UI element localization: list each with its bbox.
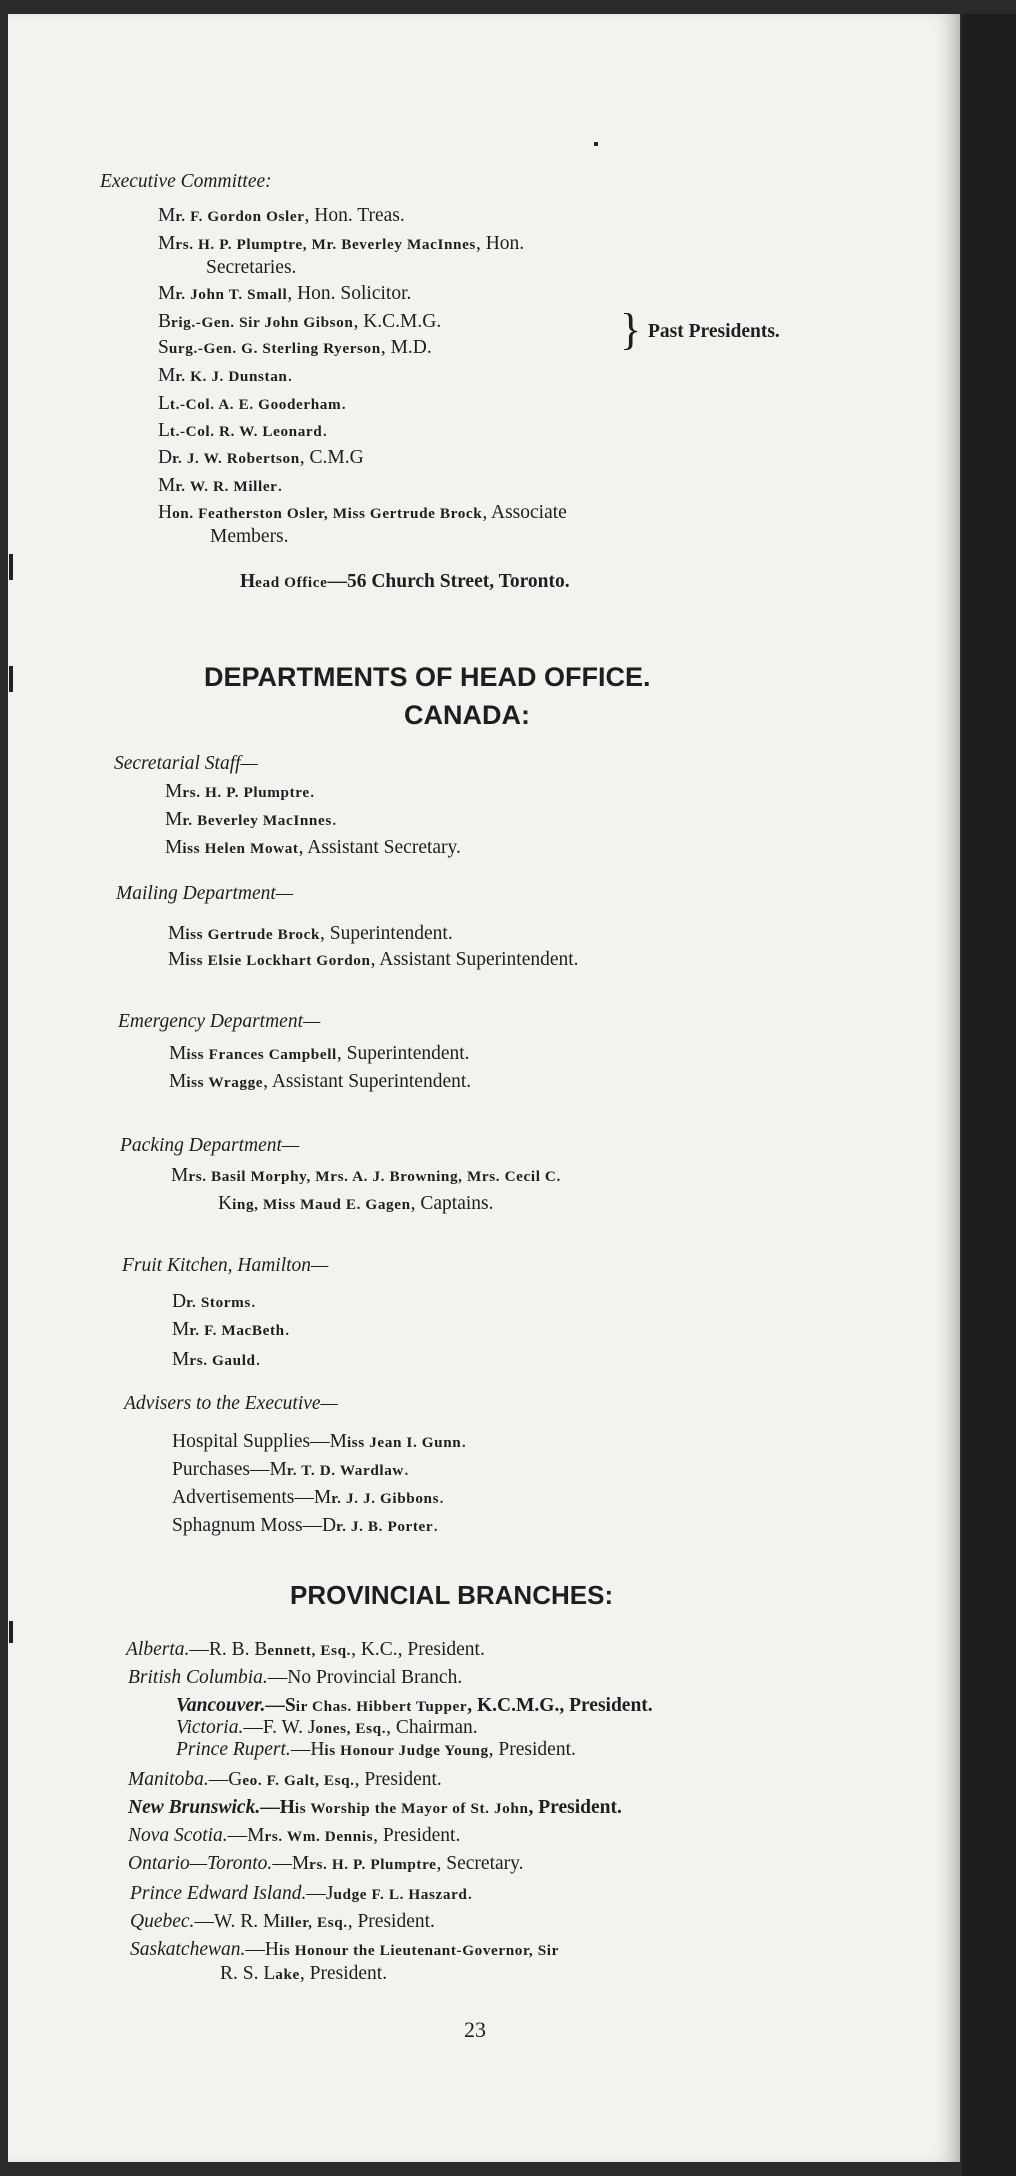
text-post: . [433, 1515, 439, 1536]
text-sc: t.-Col. R. W. Leonard [169, 423, 323, 440]
text-pre: L [158, 393, 170, 414]
region-name: Quebec. [130, 1911, 195, 1932]
provincial-branch-line [128, 1824, 460, 1849]
department-title: Emergency Department— [118, 1011, 321, 1032]
region-name: New Brunswick. [128, 1797, 261, 1818]
executive-member-line [158, 419, 327, 444]
text-sc: r. Beverley MacInnes [182, 812, 332, 829]
text-pre: H [158, 502, 173, 523]
text-sc: ennett, Esq. [267, 1642, 352, 1659]
text-post: . [255, 1349, 261, 1370]
text-sc: ir Chas. Hibbert Tupper [295, 1698, 468, 1715]
executive-member-line [158, 336, 432, 361]
provincial-branch-line [130, 1938, 559, 1963]
text-sc: udge F. L. Haszard [333, 1886, 468, 1903]
text-pre: Hospital Supplies—M [172, 1431, 347, 1452]
text-sc: r. K. J. Dunstan [175, 368, 288, 385]
text-post: , K.C., President. [351, 1639, 485, 1660]
page-number: 23 [464, 2017, 486, 2042]
text-pre: M [165, 837, 183, 858]
text-pre: —M [227, 1825, 265, 1846]
text-sc: ing, Miss Maud E. Gagen [232, 1196, 411, 1213]
text-sc: iss Elsie Lockhart Gordon [185, 952, 371, 969]
text-post: , Secretary. [436, 1853, 524, 1874]
executive-member-line [158, 446, 364, 471]
text-post: , President. [299, 1963, 388, 1984]
text-pre: B [158, 311, 172, 332]
text-sc: ones, Esq. [315, 1720, 387, 1737]
text-pre: D [172, 1291, 187, 1312]
text-post: . [439, 1487, 445, 1508]
department-member-line [172, 1348, 260, 1373]
text-pre: M [165, 781, 183, 802]
text-pre: —R. B. B [189, 1639, 268, 1660]
text-post: . [250, 1291, 256, 1312]
text-post: , Assistant Superintendent. [370, 949, 579, 970]
department-title: Fruit Kitchen, Hamilton— [122, 1255, 329, 1276]
text-post: . [322, 420, 328, 441]
provincial-branch-line [128, 1666, 462, 1690]
text-pre: —F. W. J [243, 1717, 316, 1738]
department-member-line [169, 1042, 470, 1067]
text-pre: —J [306, 1883, 334, 1904]
text-pre: Purchases—M [172, 1459, 287, 1480]
text-pre: Sphagnum Moss—D [172, 1515, 337, 1536]
provincial-branches-heading: PROVINCIAL BRANCHES: [290, 1580, 614, 1610]
executive-member-line [158, 501, 567, 526]
text-sc: eo. F. Galt, Esq. [242, 1772, 355, 1789]
text-post: , President. [347, 1911, 435, 1932]
text-sc: r. W. R. Miller [175, 478, 278, 495]
executive-member-line [158, 392, 346, 417]
text-post: . [461, 1431, 467, 1452]
text-pre: S [158, 337, 169, 358]
text-sc: t.-Col. A. E. Gooderham [169, 396, 342, 413]
text-sc: is Worship the Mayor of St. John [294, 1800, 529, 1817]
text-post: , Chairman. [386, 1717, 478, 1738]
text-post: , K.C.M.G. [353, 311, 442, 332]
text-post: . [331, 809, 337, 830]
executive-member-line [158, 282, 411, 307]
text-pre: Advertisements—M [172, 1487, 332, 1508]
text-sc: rs. H. P. Plumptre, Mr. Beverley MacInnes [175, 236, 476, 253]
text-pre: K [218, 1193, 233, 1214]
text-pre: M [169, 1043, 187, 1064]
text-pre: —S [265, 1695, 296, 1716]
text-pre: —W. R. M [194, 1911, 281, 1932]
department-member-line [168, 948, 579, 973]
department-member-line [172, 1318, 290, 1343]
text-sc: r. T. D. Wardlaw [286, 1462, 404, 1479]
text-post: . [467, 1883, 473, 1904]
department-member-line [171, 1164, 561, 1189]
text-post: . [284, 1319, 290, 1340]
text-post: , Hon. Solicitor. [287, 283, 412, 304]
text-post: . [404, 1459, 409, 1480]
text-post: , President. [528, 1797, 622, 1818]
text-pre: R. S. L [220, 1963, 276, 1984]
text-post: , Assistant Superintendent. [263, 1071, 472, 1092]
department-member-line [172, 1290, 256, 1315]
executive-committee-title: Executive Committee: [100, 171, 272, 192]
text-pre: —No Provincial Branch. [267, 1667, 463, 1688]
canada-heading: CANADA: [404, 700, 530, 730]
executive-member-line [158, 204, 405, 229]
text-post: . [341, 393, 347, 414]
region-name: British Columbia. [128, 1667, 268, 1688]
text-sc: rs. H. P. Plumptre [309, 1856, 437, 1873]
region-name: Vancouver. [176, 1695, 266, 1716]
provincial-branch-line [130, 1910, 435, 1935]
text-post: , Associate [482, 502, 567, 523]
text-pre: M [172, 1349, 190, 1370]
text-sc: iss Frances Campbell [186, 1046, 337, 1063]
department-member-line [172, 1486, 444, 1511]
text-pre: M [158, 283, 176, 304]
text-post: , Assistant Secretary. [298, 837, 461, 858]
department-member-line [218, 1192, 494, 1217]
region-name: Prince Rupert. [176, 1739, 291, 1760]
head-office-line [240, 570, 570, 595]
text-sc: is Honour the Lieutenant-Governor, Sir [278, 1942, 559, 1959]
text-sc: r. Storms [186, 1294, 251, 1311]
text-pre: —H [245, 1939, 279, 1960]
text-post: . [309, 781, 315, 802]
department-member-line [165, 780, 315, 805]
text-pre: —M [272, 1853, 310, 1874]
department-member-line [169, 1070, 471, 1095]
text-pre: M [158, 365, 176, 386]
department-member-line [172, 1430, 466, 1455]
speck-mark [9, 554, 13, 580]
text-pre: M [158, 475, 176, 496]
text-sc: iss Helen Mowat [182, 840, 299, 857]
text-post: , Hon. Treas. [304, 205, 405, 226]
text-sc: rig.-Gen. Sir John Gibson [171, 314, 354, 331]
text-pre: L [158, 420, 170, 441]
text-sc: iss Gertrude Brock [185, 926, 321, 943]
text-post: . [277, 475, 283, 496]
text-post: , C.M.G [299, 447, 364, 468]
text-sc: r. J. B. Porter [336, 1518, 434, 1535]
department-title: Packing Department— [120, 1135, 300, 1156]
provincial-branch-line [220, 1962, 387, 1987]
department-title: Secretarial Staff— [114, 753, 258, 774]
text-sc: r. J. W. Robertson [172, 450, 300, 467]
text-post: , K.C.M.G., President. [467, 1695, 653, 1716]
department-member-line [165, 808, 337, 833]
text-post: , Superintendent. [320, 923, 453, 944]
text-post: , Captains. [410, 1193, 494, 1214]
text-post: Secretaries. [206, 257, 297, 278]
departments-heading: DEPARTMENTS OF HEAD OFFICE. [204, 662, 651, 692]
department-member-line [172, 1514, 438, 1539]
department-member-line [165, 836, 461, 861]
text-pre: —H [260, 1797, 295, 1818]
page-content [8, 14, 960, 2162]
text-post: , Superintendent. [336, 1043, 470, 1064]
text-pre: —H [290, 1739, 325, 1760]
provincial-branch-line [176, 1738, 576, 1763]
provincial-branch-line [128, 1796, 622, 1821]
text-pre: M [158, 233, 176, 254]
text-pre: D [158, 447, 173, 468]
text-sc: rs. Basil Morphy, Mrs. A. J. Browning, Mrs. Cecil C. [188, 1168, 561, 1185]
text-sc: on. Featherston Osler, Miss Gertrude Brock [172, 505, 483, 522]
text-sc: r. J. J. Gibbons [331, 1490, 440, 1507]
text-post: , President. [373, 1825, 461, 1846]
department-member-line [168, 922, 453, 947]
department-title: Mailing Department— [116, 883, 294, 904]
text-pre: M [168, 923, 186, 944]
text-post: , President. [354, 1769, 442, 1790]
text-post: , Hon. [475, 233, 525, 254]
text-sc: urg.-Gen. G. Sterling Ryerson [168, 340, 381, 357]
text-pre: M [168, 949, 186, 970]
text-post: , President. [488, 1739, 576, 1760]
text-pre: M [169, 1071, 187, 1092]
executive-member-line [158, 364, 292, 389]
text-sc: r. F. Gordon Osler [175, 208, 305, 225]
text-sc: is Honour Judge Young [324, 1742, 489, 1759]
region-name: Nova Scotia. [128, 1825, 228, 1846]
executive-member-line [158, 474, 282, 499]
speck-mark [9, 666, 13, 692]
page-edge-shadow [962, 14, 1016, 2176]
provincial-branch-line [126, 1638, 485, 1663]
past-presidents-label: Past Presidents. [648, 321, 780, 342]
text-sc: ake [275, 1966, 300, 1983]
region-name: Saskatchewan. [130, 1939, 246, 1960]
provincial-branch-line [130, 1882, 472, 1907]
speck-mark [9, 1621, 13, 1643]
text-sc: r. John T. Small [175, 286, 288, 303]
provincial-branch-line [128, 1768, 442, 1793]
executive-member-line [206, 256, 296, 280]
text-pre: —G [208, 1769, 243, 1790]
text-post: , M.D. [380, 337, 432, 358]
text-pre: M [165, 809, 183, 830]
text-post: . [287, 365, 293, 386]
provincial-branch-line [128, 1852, 524, 1877]
text-sc: rs. H. P. Plumptre [182, 784, 310, 801]
text-sc: rs. Gauld [189, 1352, 256, 1369]
text-sc: iller, Esq. [280, 1914, 348, 1931]
text-post: Members. [210, 526, 289, 547]
text-sc: iss Wragge [186, 1074, 264, 1091]
executive-member-line [210, 525, 289, 549]
text-pre: M [171, 1165, 189, 1186]
speck-mark [594, 142, 598, 146]
text-pre: H [240, 571, 256, 592]
text-sc: r. F. MacBeth [189, 1322, 285, 1339]
text-sc: iss Jean I. Gunn [346, 1434, 462, 1451]
region-name: Prince Edward Island. [130, 1883, 307, 1904]
brace: } [620, 305, 642, 354]
region-name: Manitoba. [128, 1769, 209, 1790]
executive-member-line [158, 232, 524, 257]
text-sc: ead Office [255, 574, 328, 591]
text-pre: M [172, 1319, 190, 1340]
page [8, 14, 960, 2162]
department-title: Advisers to the Executive— [124, 1393, 338, 1414]
region-name: Alberta. [126, 1639, 190, 1660]
region-name: Victoria. [176, 1717, 244, 1738]
executive-member-line [158, 310, 441, 335]
text-sc: rs. Wm. Dennis [264, 1828, 374, 1845]
department-member-line [172, 1458, 409, 1483]
text-pre: M [158, 205, 176, 226]
region-name: Ontario—Toronto. [128, 1853, 273, 1874]
text-post: —56 Church Street, Toronto. [327, 571, 570, 592]
